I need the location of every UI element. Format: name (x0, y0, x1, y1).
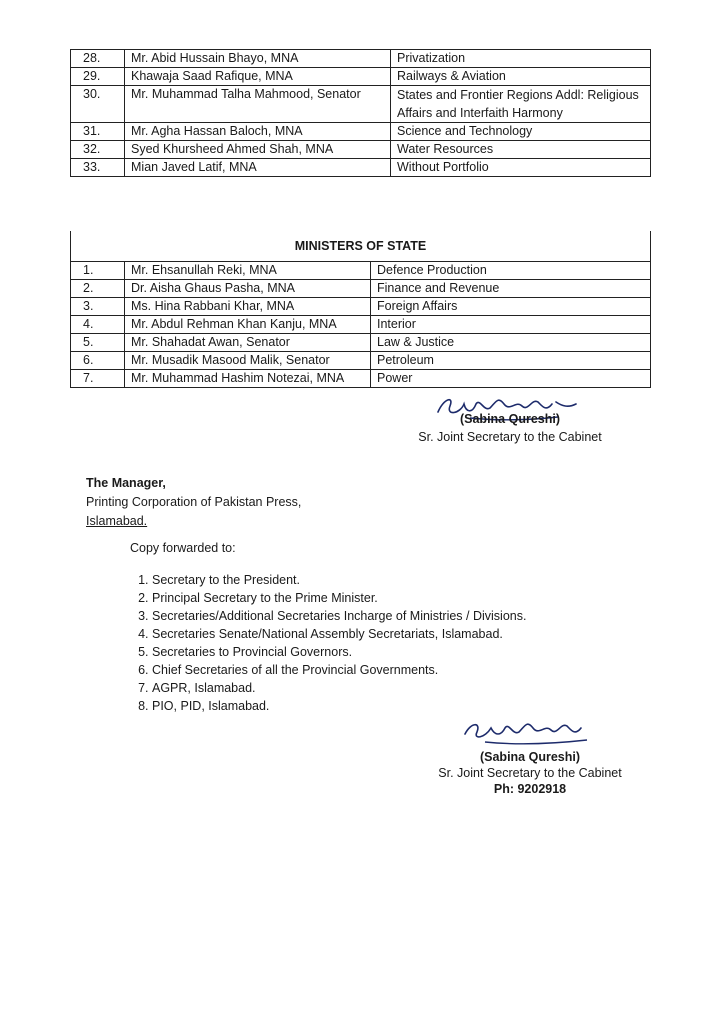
minister-name: Dr. Aisha Ghaus Pasha, MNA (125, 280, 371, 298)
row-number: 33. (71, 159, 125, 177)
row-number: 30. (71, 86, 125, 123)
row-number: 28. (71, 50, 125, 68)
minister-portfolio: Water Resources (391, 141, 651, 159)
minister-name: Mr. Musadik Masood Malik, Senator (125, 352, 371, 370)
list-item: 3. Secretaries/Additional Secretaries Incharge of Ministries / Divisions. (152, 607, 526, 625)
table-row (71, 334, 651, 352)
minister-name: Mr. Ehsanullah Reki, MNA (125, 262, 371, 280)
list-item: 5. Secretaries to Provincial Governors. (152, 643, 526, 661)
minister-portfolio: Interior (371, 316, 651, 334)
addressee-block (86, 474, 301, 531)
section-heading: MINISTERS OF STATE (71, 231, 651, 262)
row-number: 2. (71, 280, 125, 298)
minister-portfolio: Power (371, 370, 651, 388)
minister-name: Ms. Hina Rabbani Khar, MNA (125, 298, 371, 316)
minister-portfolio: Defence Production (371, 262, 651, 280)
minister-name: Mr. Agha Hassan Baloch, MNA (125, 123, 391, 141)
handwritten-signature (455, 714, 605, 748)
minister-portfolio: Privatization (391, 50, 651, 68)
minister-name: Mr. Abid Hussain Bhayo, MNA (125, 50, 391, 68)
list-item: 2. Principal Secretary to the Prime Minister. (152, 589, 526, 607)
minister-name: Mr. Shahadat Awan, Senator (125, 334, 371, 352)
table-row (71, 86, 651, 123)
table-row (71, 262, 651, 280)
addressee-city: Islamabad. (86, 514, 148, 528)
table-row (71, 123, 651, 141)
cabinet-ministers-table (70, 49, 651, 177)
row-number: 6. (71, 352, 125, 370)
minister-portfolio: Science and Technology (391, 123, 651, 141)
minister-portfolio: Railways & Aviation (391, 68, 651, 86)
signatory-designation: Sr. Joint Secretary to the Cabinet (418, 430, 602, 444)
addressee-organization: Printing Corporation of Pakistan Press, (86, 495, 302, 509)
minister-name: Mr. Muhammad Talha Mahmood, Senator (125, 86, 391, 123)
ministers-of-state-table (70, 231, 651, 388)
row-number: 31. (71, 123, 125, 141)
table-row (71, 159, 651, 177)
list-item: 4. Secretaries Senate/National Assembly Secretariats, Islamabad. (152, 625, 526, 643)
row-number: 29. (71, 68, 125, 86)
list-item: 8. PIO, PID, Islamabad. (152, 697, 526, 715)
minister-portfolio: Law & Justice (371, 334, 651, 352)
row-number: 7. (71, 370, 125, 388)
list-item: 1. Secretary to the President. (152, 571, 526, 589)
list-item: 6. Chief Secretaries of all the Provincial Governments. (152, 661, 526, 679)
row-number: 3. (71, 298, 125, 316)
minister-name: Mr. Abdul Rehman Khan Kanju, MNA (125, 316, 371, 334)
minister-portfolio: Petroleum (371, 352, 651, 370)
row-number: 4. (71, 316, 125, 334)
signatory-phone: Ph: 9202918 (493, 782, 567, 796)
table-row (71, 68, 651, 86)
copy-recipient-list (130, 571, 526, 715)
signatory-designation: Sr. Joint Secretary to the Cabinet (438, 766, 622, 780)
minister-portfolio: States and Frontier Regions Addl: Religious Affairs and Interfaith Harmony (391, 86, 651, 123)
signatory-name: (Sabina Qureshi) (479, 750, 581, 764)
copy-forwarded-heading: Copy forwarded to: (130, 541, 236, 555)
row-number: 32. (71, 141, 125, 159)
signature-block-2 (420, 714, 640, 796)
minister-name: Khawaja Saad Rafique, MNA (125, 68, 391, 86)
table-row (71, 370, 651, 388)
signature-block-1 (400, 390, 620, 444)
signatory-name: (Sabina Qureshi) (459, 412, 561, 426)
list-item: 7. AGPR, Islamabad. (152, 679, 526, 697)
row-number: 5. (71, 334, 125, 352)
section-heading-row (71, 231, 651, 262)
table-row (71, 50, 651, 68)
minister-portfolio: Finance and Revenue (371, 280, 651, 298)
row-number: 1. (71, 262, 125, 280)
table-row (71, 141, 651, 159)
minister-portfolio: Without Portfolio (391, 159, 651, 177)
table-row (71, 316, 651, 334)
minister-name: Syed Khursheed Ahmed Shah, MNA (125, 141, 391, 159)
table-row (71, 280, 651, 298)
minister-name: Mian Javed Latif, MNA (125, 159, 391, 177)
minister-name: Mr. Muhammad Hashim Notezai, MNA (125, 370, 371, 388)
addressee-title: The Manager, (86, 476, 166, 490)
table-row (71, 352, 651, 370)
table-row (71, 298, 651, 316)
minister-portfolio: Foreign Affairs (371, 298, 651, 316)
